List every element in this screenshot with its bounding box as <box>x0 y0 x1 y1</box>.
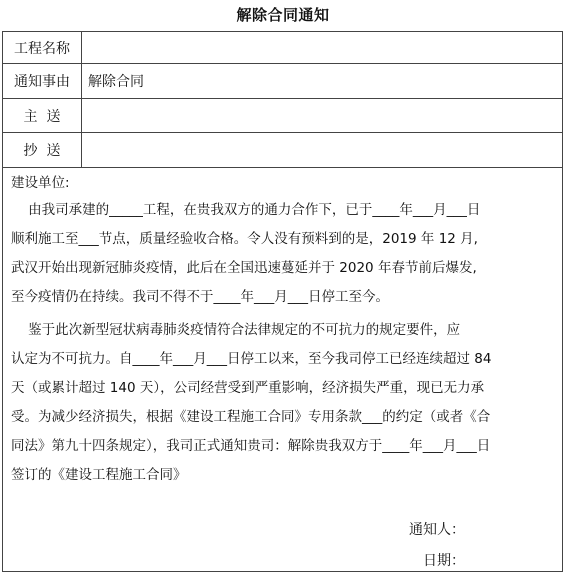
cc-row <box>3 133 562 168</box>
body-line: 受。为减少经济损失，根据《建设工程施工合同》专用条款___的约定（或者《合 <box>11 409 491 425</box>
project-name-value[interactable] <box>88 32 558 63</box>
body-line: 同法》第九十四条规定），我司正式通知贵司：解除贵我双方于____年___月___日 <box>11 438 491 454</box>
send-to-label: 主 送 <box>3 99 82 132</box>
notice-subject-value[interactable]: 解除合同 <box>88 74 144 90</box>
date-label: 日期： <box>423 553 465 569</box>
body-line: 至今疫情仍在持续。我司不得不于____年___月___日停工至今。 <box>11 289 389 305</box>
notifier-label: 通知人： <box>409 522 465 538</box>
send-to-value[interactable] <box>88 99 558 132</box>
cc-value[interactable] <box>88 133 558 167</box>
cc-label: 抄 送 <box>3 133 82 167</box>
body-line: 天（或累计超过 140 天），公司经营受到严重影响，经济损失严重，现已无力承 <box>11 380 485 396</box>
project-name-row <box>3 32 562 64</box>
body-line: 签订的《建设工程施工合同》 <box>11 467 187 483</box>
body-line: 武汉开始出现新冠肺炎疫情，此后在全国迅速蔓延并于 2020 年春节前后爆发, <box>11 260 477 276</box>
notice-body <box>3 168 562 571</box>
project-name-label: 工程名称 <box>3 32 82 63</box>
document-title: 解除合同通知 <box>236 6 330 24</box>
send-to-row <box>3 99 562 133</box>
salutation: 建设单位: <box>11 175 70 191</box>
body-line: 鉴于此次新型冠状病毒肺炎疫情符合法律规定的不可抗力的规定要件，应 <box>11 322 461 338</box>
notice-form <box>2 31 563 572</box>
body-line: 由我司承建的_____工程，在贵我双方的通力合作下，已于____年___月___日 <box>11 202 481 218</box>
body-line: 顺利施工至___节点，质量经验收合格。令人没有预料到的是，2019 年 12 月, <box>11 231 478 247</box>
notice-subject-label: 通知事由 <box>3 64 82 98</box>
notice-subject-row <box>3 64 562 99</box>
body-line: 认定为不可抗力。自____年___月___日停工以来，至今我司停工已经连续超过 84 <box>11 351 492 367</box>
